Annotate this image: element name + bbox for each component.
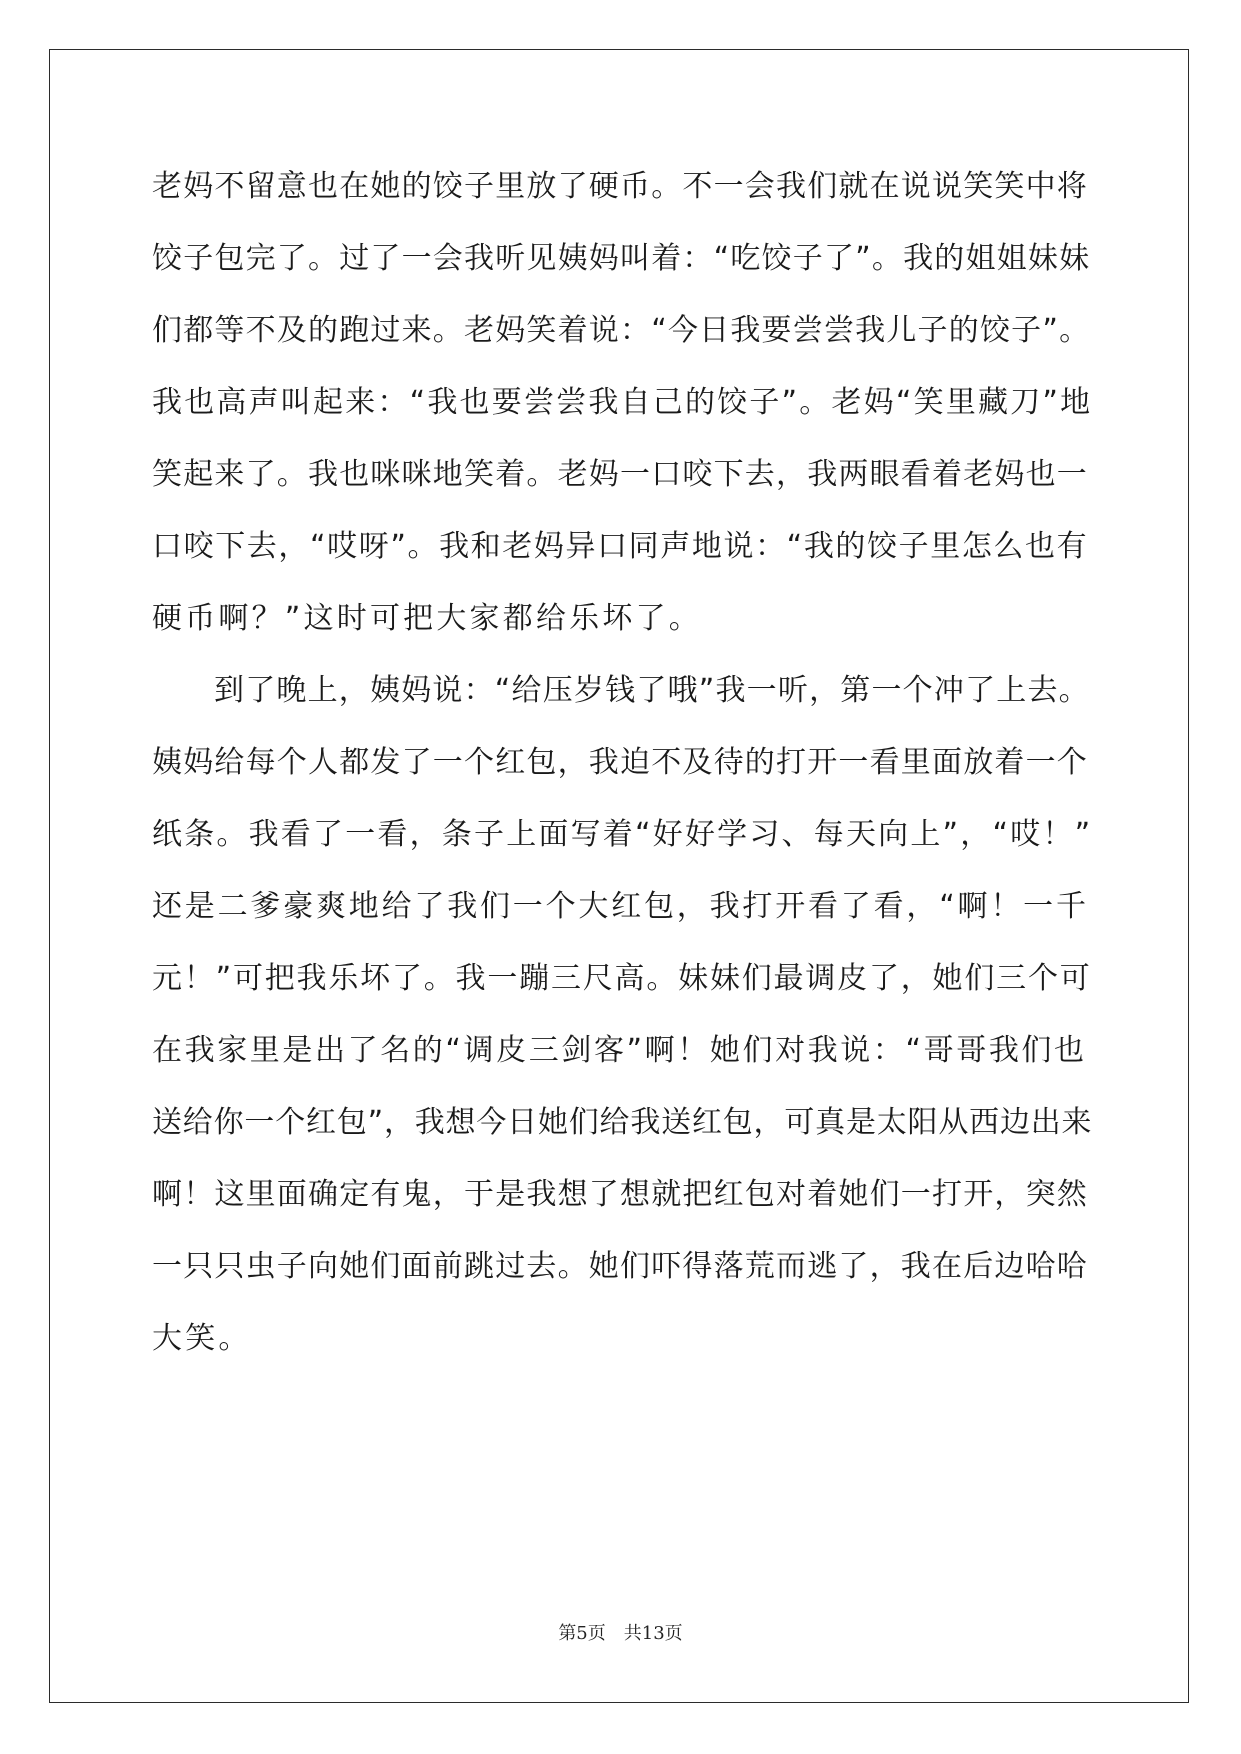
page-border	[49, 49, 1189, 1703]
text-line: 姨妈给每个人都发了一个红包，我迫不及待的打开一看里面放着一个	[152, 745, 1088, 780]
text-line: 们都等不及的跑过来。老妈笑着说：“今日我要尝尝我儿子的饺子”。	[152, 313, 1091, 348]
text-line: 啊！这里面确定有鬼，于是我想了想就把红包对着她们一打开，突然	[152, 1177, 1088, 1212]
text-line: 大笑。	[152, 1321, 252, 1356]
text-line: 笑起来了。我也咪咪地笑着。老妈一口咬下去，我两眼看着老妈也一	[152, 457, 1088, 492]
text-line: 在我家里是出了名的“调皮三剑客”啊！她们对我说：“哥哥我们也	[152, 1033, 1087, 1068]
text-line: 纸条。我看了一看，条子上面写着“好好学习、每天向上”，“哎！”	[152, 817, 1093, 852]
text-line: 元！”可把我乐坏了。我一蹦三尺高。妹妹们最调皮了，她们三个可	[152, 961, 1092, 996]
text-line: 硬币啊？”这时可把大家都给乐坏了。	[152, 601, 702, 636]
text-line: 饺子包完了。过了一会我听见姨妈叫着：“吃饺子了”。我的姐姐妹妹	[152, 241, 1091, 276]
page-number-footer: 第5页 共13页	[558, 1623, 683, 1644]
text-line: 还是二爹豪爽地给了我们一个大红包，我打开看了看，“啊！一千	[152, 889, 1089, 924]
text-line: 老妈不留意也在她的饺子里放了硬币。不一会我们就在说说笑笑中将	[152, 169, 1088, 204]
paragraph-first-line: 到了晚上，姨妈说：“给压岁钱了哦”我一听，第一个冲了上去。	[214, 673, 1090, 708]
text-line: 口咬下去，“哎呀”。我和老妈异口同声地说：“我的饺子里怎么也有	[152, 529, 1089, 564]
text-line: 我也高声叫起来：“我也要尝尝我自己的饺子”。老妈“笑里藏刀”地	[152, 385, 1093, 420]
text-line: 送给你一个红包”，我想今日她们给我送红包，可真是太阳从西边出来	[152, 1105, 1093, 1140]
text-line: 一只只虫子向她们面前跳过去。她们吓得落荒而逃了，我在后边哈哈	[152, 1249, 1088, 1284]
